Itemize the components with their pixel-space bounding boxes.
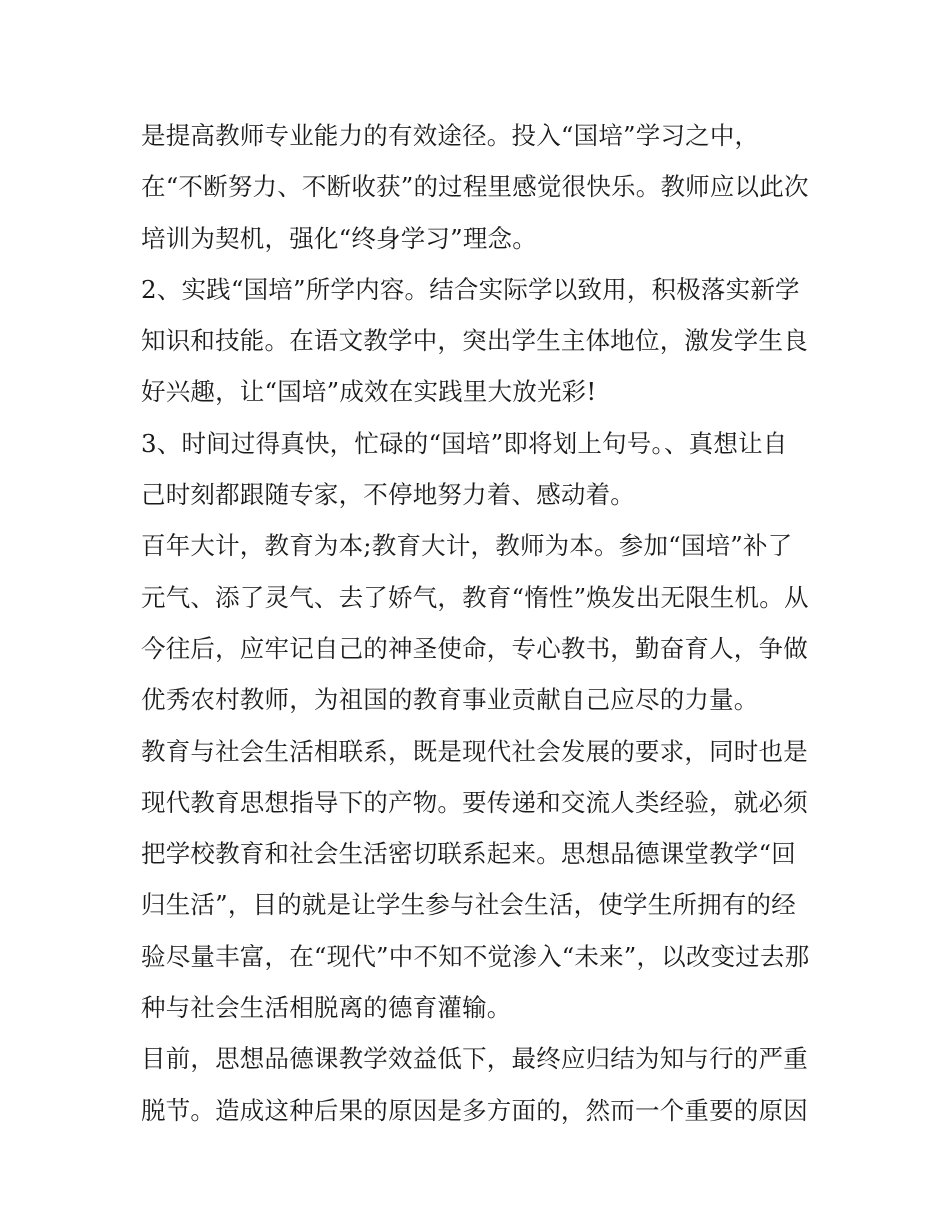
text-line: 是提高教师专业能力的有效途径。投入“国培”学习之中， bbox=[141, 121, 760, 150]
text-line: 在“不断努力、不断收获”的过程里感觉很快乐。教师应以此次 bbox=[141, 172, 809, 202]
text-line: 教育与社会生活相联系，既是现代社会发展的要求，同时也是 bbox=[141, 736, 808, 766]
text-line: 知识和技能。在语文教学中，突出学生主体地位，激发学生良 bbox=[141, 326, 808, 356]
text-line: 今往后，应牢记自己的神圣使命，专心教书，勤奋育人，争做 bbox=[141, 633, 808, 663]
text-line: 百年大计，教育为本;教育大计，教师为本。参加“国培”补了 bbox=[141, 531, 793, 561]
text-line: 培训为契机，强化“终身学习”理念。 bbox=[141, 223, 537, 253]
text-line: 种与社会生活相脱离的德育灌输。 bbox=[141, 993, 512, 1023]
text-line: 验尽量丰富，在“现代”中不知不觉渗入“未来”，以改变过去那 bbox=[141, 941, 810, 971]
text-line: 优秀农村教师，为祖国的教育事业贡献自己应尽的力量。 bbox=[141, 685, 759, 715]
body-text bbox=[141, 110, 821, 1136]
text-line: 3、时间过得真快，忙碌的“国培”即将划上句号。、真想让自 bbox=[141, 428, 788, 458]
text-line: 好兴趣，让“国培”成效在实践里大放光彩! bbox=[141, 377, 597, 407]
text-line: 归生活”，目的就是让学生参与社会生活，使学生所拥有的经 bbox=[141, 890, 796, 920]
text-line: 2、实践“国培”所学内容。结合实际学以致用，积极落实新学 bbox=[141, 274, 800, 304]
text-line: 己时刻都跟随专家，不停地努力着、感动着。 bbox=[141, 480, 635, 510]
text-line: 目前，思想品德课教学效益低下，最终应归结为知与行的严重 bbox=[141, 1044, 808, 1074]
text-line: 脱节。造成这种后果的原因是多方面的，然而一个重要的原因 bbox=[141, 1095, 808, 1125]
text-line: 元气、添了灵气、去了娇气，教育“惰性”焕发出无限生机。从 bbox=[141, 582, 809, 612]
text-line: 现代教育思想指导下的产物。要传递和交流人类经验，就必须 bbox=[141, 787, 808, 817]
text-line: 把学校教育和社会生活密切联系起来。思想品德课堂教学“回 bbox=[141, 839, 796, 869]
